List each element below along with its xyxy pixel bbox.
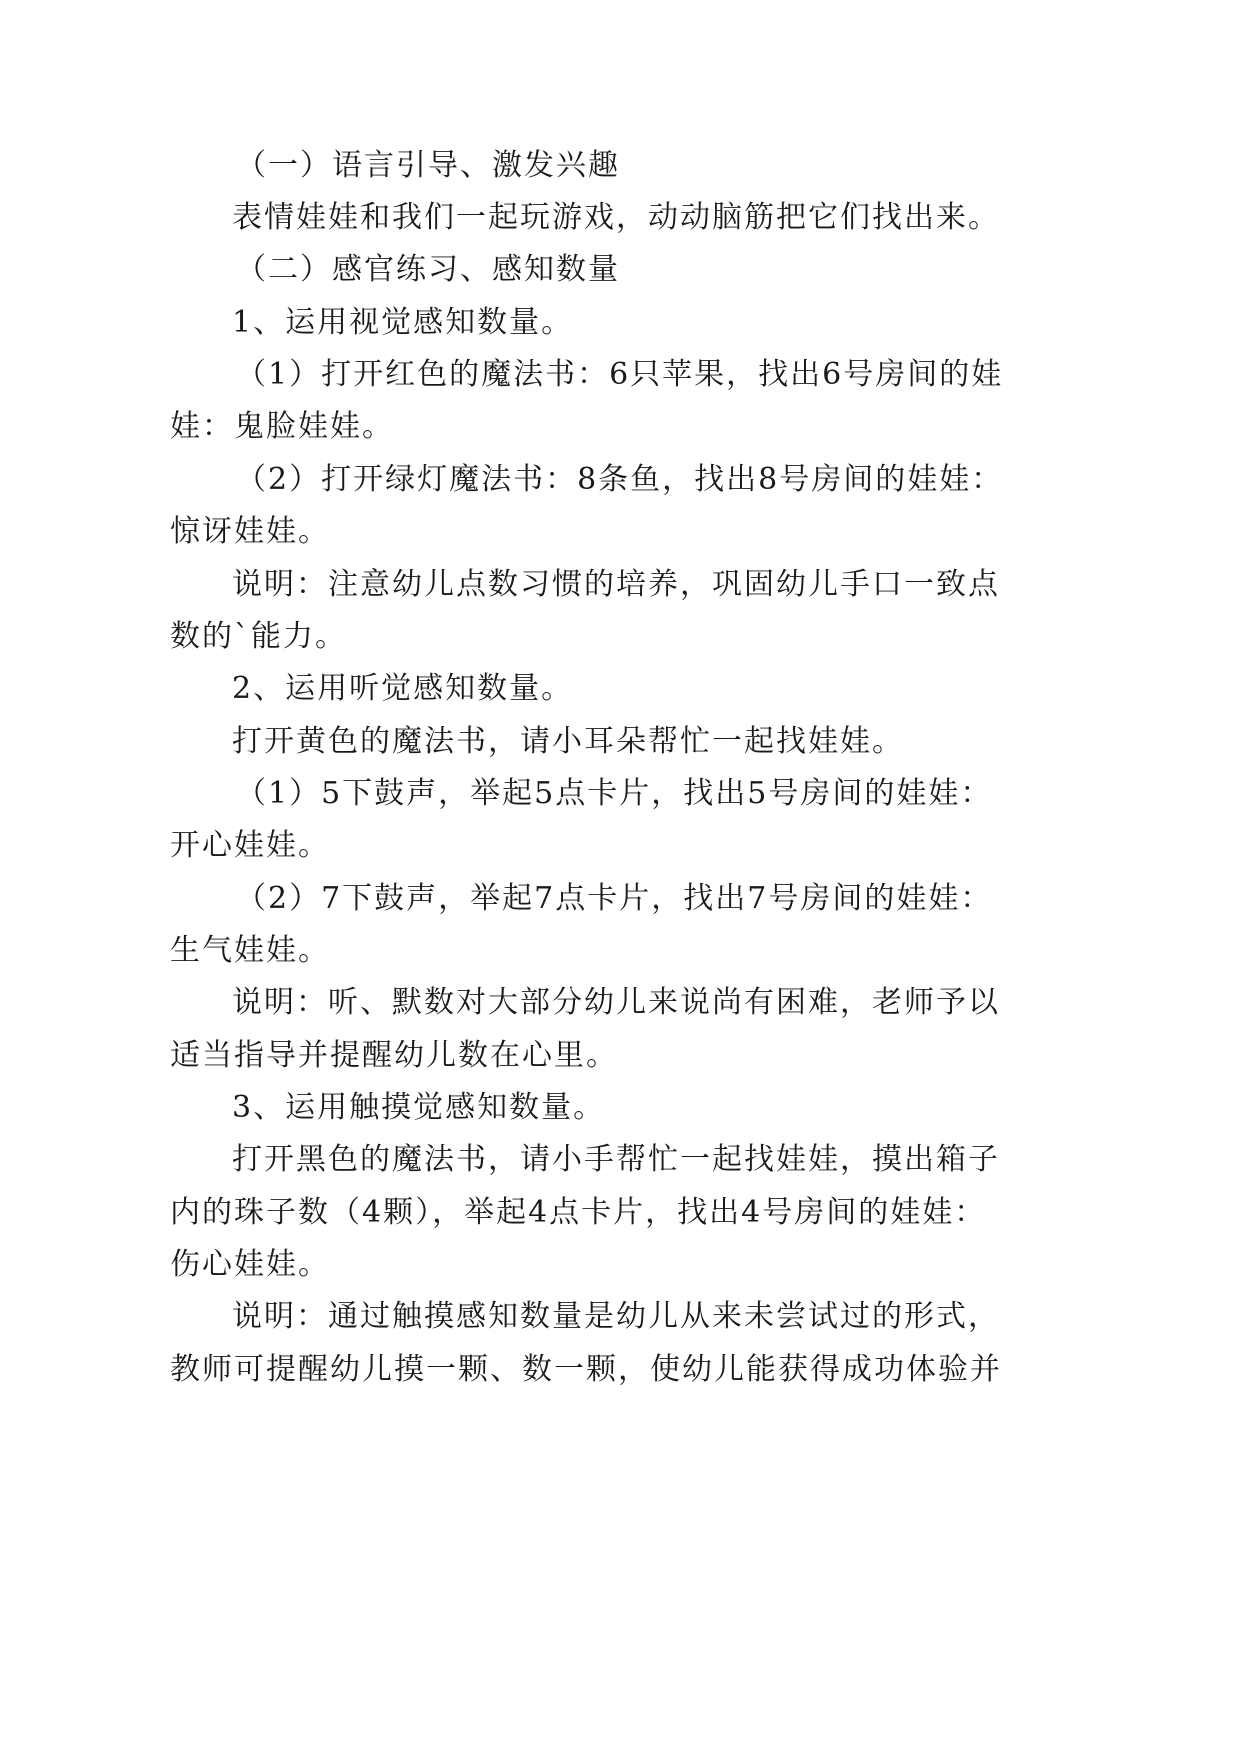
- paragraph-line: 生气娃娃。: [170, 933, 330, 968]
- paragraph-line: 表情娃娃和我们一起玩游戏，动动脑筋把它们找出来。: [232, 200, 1000, 235]
- paragraph-line: 说明：注意幼儿点数习惯的培养，巩固幼儿手口一致点: [232, 567, 1000, 602]
- paragraph-line: 教师可提醒幼儿摸一颗、数一颗，使幼儿能获得成功体验并: [170, 1352, 1002, 1387]
- paragraph-line: 数的`能力。: [170, 619, 347, 654]
- paragraph-line: （2）打开绿灯魔法书：8条鱼，找出8号房间的娃娃：: [236, 462, 1004, 497]
- subheading-3: 3、运用触摸觉感知数量。: [232, 1090, 606, 1125]
- section-heading-2: （二）感官练习、感知数量: [236, 252, 620, 287]
- subheading-1: 1、运用视觉感知数量。: [232, 305, 574, 340]
- paragraph-line: 伤心娃娃。: [170, 1247, 330, 1282]
- subheading-2: 2、运用听觉感知数量。: [232, 671, 574, 706]
- paragraph-line: 说明：通过触摸感知数量是幼儿从来未尝试过的形式，: [232, 1299, 1000, 1334]
- paragraph-line: 打开黑色的魔法书，请小手帮忙一起找娃娃，摸出箱子: [232, 1142, 1000, 1177]
- paragraph-line: （1）5下鼓声，举起5点卡片，找出5号房间的娃娃：: [236, 776, 993, 811]
- paragraph-line: 适当指导并提醒幼儿数在心里。: [170, 1038, 618, 1073]
- paragraph-line: 打开黄色的魔法书，请小耳朵帮忙一起找娃娃。: [232, 724, 904, 759]
- paragraph-line: 开心娃娃。: [170, 828, 330, 863]
- section-heading-1: （一）语言引导、激发兴趣: [236, 148, 620, 183]
- paragraph-line: 内的珠子数（4颗），举起4点卡片，找出4号房间的娃娃：: [170, 1195, 987, 1230]
- paragraph-line: 惊讶娃娃。: [170, 514, 330, 549]
- paragraph-line: （2）7下鼓声，举起7点卡片，找出7号房间的娃娃：: [236, 881, 993, 916]
- paragraph-line: 说明：听、默数对大部分幼儿来说尚有困难，老师予以: [232, 985, 1000, 1020]
- paragraph-line: 娃：鬼脸娃娃。: [170, 409, 394, 444]
- paragraph-line: （1）打开红色的魔法书：6只苹果，找出6号房间的娃: [236, 357, 1004, 392]
